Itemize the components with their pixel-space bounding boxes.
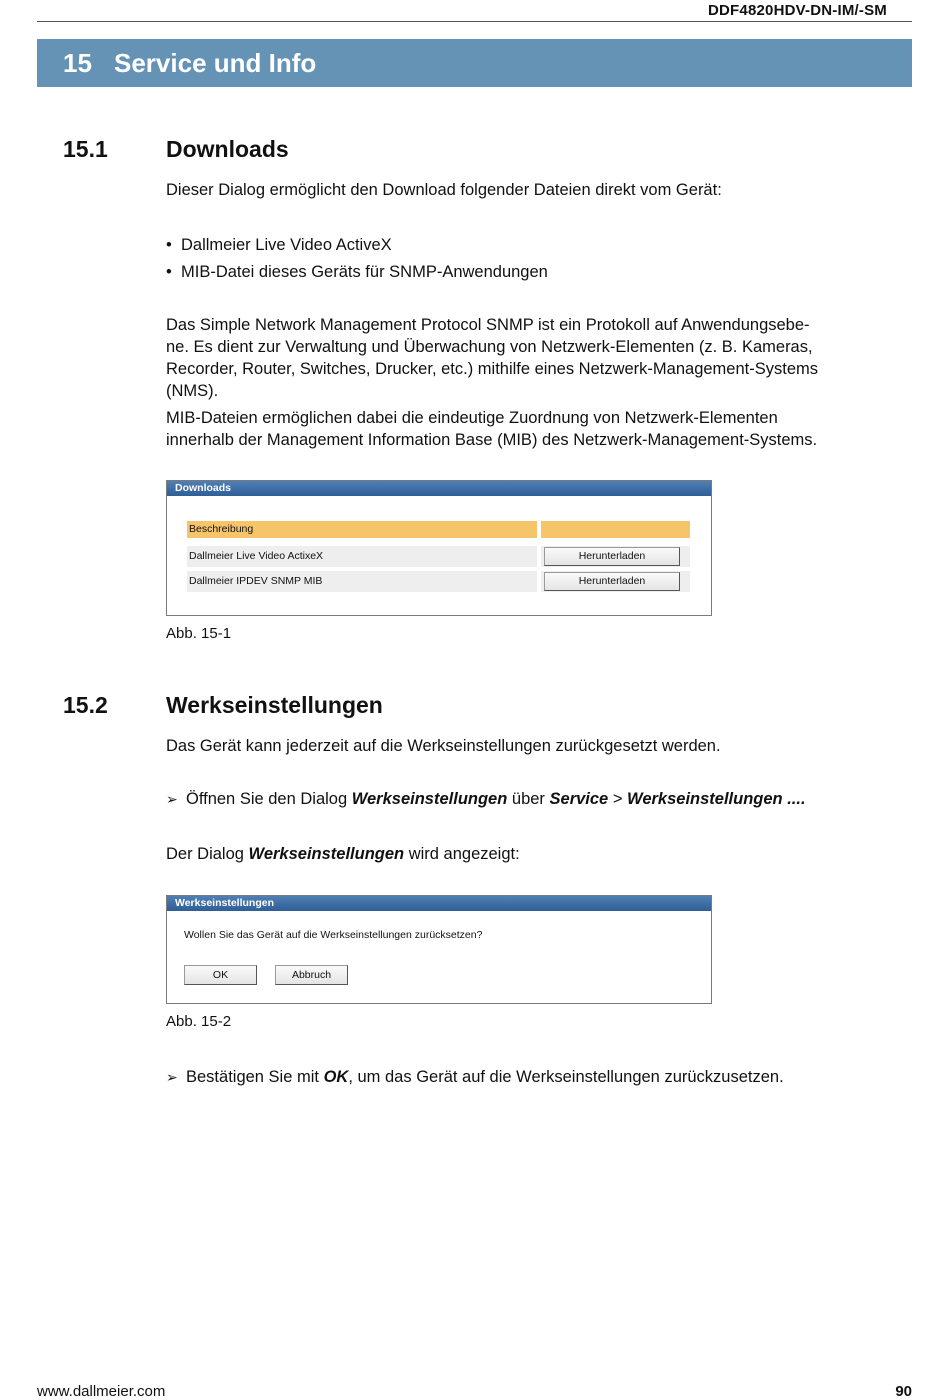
section-number: 15.1 <box>63 136 108 162</box>
downloads-bullet-list <box>166 232 891 286</box>
paragraph-line: innerhalb der Management Information Base (MIB) des Netzwerk-Management-Systems. <box>166 431 818 449</box>
page-number: 90 <box>895 1383 912 1400</box>
header-rule <box>37 21 912 22</box>
instruction-step-open <box>166 788 891 810</box>
table-row <box>187 571 690 592</box>
document-id: DDF4820HDV-DN-IM/-SM <box>707 2 887 19</box>
step-text: ➢ Bestätigen Sie mit OK, um das Gerät auf die Werkseinstellungen zurückzusetzen. <box>166 1066 891 1088</box>
chapter-title: Service und Info <box>114 48 317 78</box>
paragraph-line: (NMS). <box>166 382 219 400</box>
dialog-title: Downloads <box>167 481 711 496</box>
row-action-cell <box>541 571 690 592</box>
section-title: Werkseinstellungen <box>166 692 383 718</box>
intro-text: Das Gerät kann jederzeit auf die Werkseinstellungen zurückgesetzt werden. <box>166 737 721 755</box>
section-title: Downloads <box>166 136 289 162</box>
downloads-dialog <box>166 480 712 616</box>
ok-button[interactable]: OK <box>184 965 257 985</box>
snmp-paragraph <box>166 314 891 451</box>
dialog-title: Werkseinstellungen <box>167 896 711 911</box>
instruction-step-confirm <box>166 1066 891 1088</box>
downloads-table <box>187 521 690 596</box>
download-mib-button[interactable]: Herunterladen <box>544 572 680 591</box>
column-header-description: Beschreibung <box>187 521 537 538</box>
section-number: 15.2 <box>63 692 108 718</box>
figure-caption: Abb. 15-2 <box>166 1013 232 1030</box>
table-row <box>187 546 690 567</box>
list-item: • MIB-Datei dieses Geräts für SNMP-Anwendungen <box>166 259 891 286</box>
chapter-number: 15 <box>63 48 92 78</box>
list-item: • Dallmeier Live Video ActiveX <box>166 232 891 259</box>
factory-intro <box>166 735 891 757</box>
dialog-shown-text: Der Dialog Werkseinstellungen wird angezeigt: <box>166 845 520 863</box>
step-text: ➢ Öffnen Sie den Dialog Werkseinstellungen über Service > Werkseinstellungen .... <box>166 788 891 810</box>
row-action-cell <box>541 546 690 567</box>
paragraph-line: Das Simple Network Management Protocol SNMP ist ein Protokoll auf Anwendungsebe- <box>166 316 810 334</box>
dialog-question: Wollen Sie das Gerät auf die Werkseinstellungen zurücksetzen? <box>184 929 483 941</box>
paragraph-line: ne. Es dient zur Verwaltung und Überwachung von Netzwerk-Elementen (z. B. Kameras, <box>166 338 813 356</box>
paragraph-line: Recorder, Router, Switches, Drucker, etc.) mithilfe eines Netzwerk-Management-Systems <box>166 360 818 378</box>
row-label: Dallmeier Live Video ActixeX <box>187 546 537 567</box>
row-label: Dallmeier IPDEV SNMP MIB <box>187 571 537 592</box>
factory-settings-dialog <box>166 895 712 1004</box>
downloads-intro <box>166 179 891 201</box>
table-header-row <box>187 521 690 542</box>
cancel-button[interactable]: Abbruch <box>275 965 348 985</box>
intro-text: Dieser Dialog ermöglicht den Download folgender Dateien direkt vom Gerät: <box>166 181 722 199</box>
footer-url: www.dallmeier.com <box>37 1383 166 1400</box>
download-activex-button[interactable]: Herunterladen <box>544 547 680 566</box>
paragraph-line: MIB-Dateien ermöglichen dabei die eindeutige Zuordnung von Netzwerk-Elementen <box>166 409 778 427</box>
column-header-action <box>541 521 690 538</box>
figure-caption: Abb. 15-1 <box>166 625 232 642</box>
chapter-heading <box>37 39 912 87</box>
